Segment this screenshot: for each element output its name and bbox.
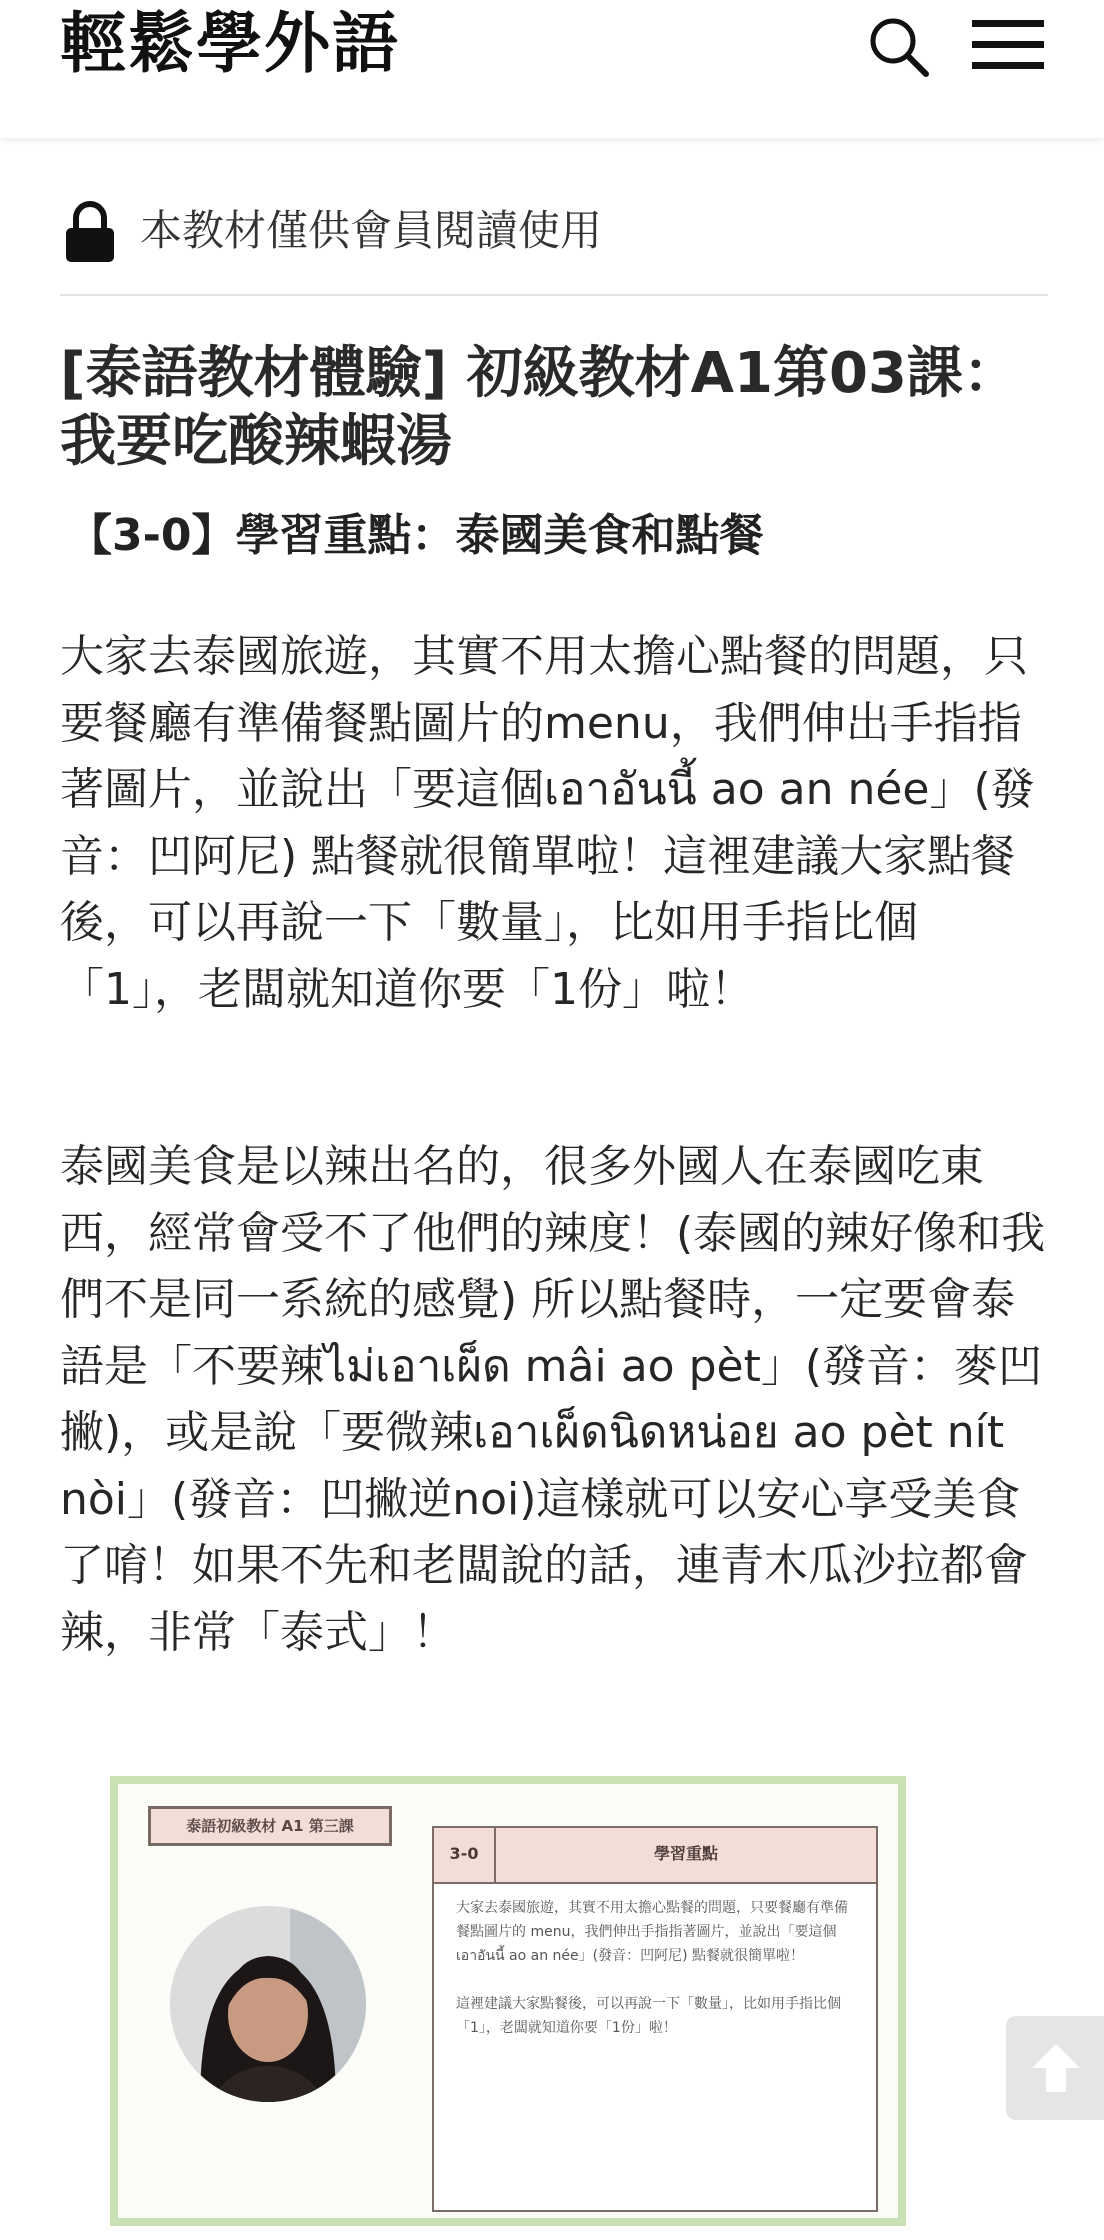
key-points-header — [434, 1828, 876, 1884]
lock-icon — [64, 200, 116, 264]
hamburger-menu-icon[interactable] — [970, 14, 1046, 76]
slide-course-label: 泰語初級教材 A1 第三課 — [148, 1806, 392, 1846]
members-only-notice — [60, 196, 1050, 266]
teacher-avatar — [170, 1906, 366, 2102]
article-title: [泰語教材體驗] 初級教材A1第03課：我要吃酸辣蝦湯 — [60, 341, 1019, 474]
members-only-text: 本教材僅供會員閱讀使用 — [140, 206, 603, 255]
arrow-up-icon — [1030, 2042, 1082, 2094]
scroll-to-top-button[interactable] — [1006, 2016, 1104, 2120]
lesson-slide-image — [110, 1776, 906, 2226]
article-paragraph-1: 大家去泰國旅遊，其實不用太擔心點餐的問題，只要餐廳有準備餐點圖片的menu，我們伸出手指指著圖片，並說出「要這個เอาอันนี้ ao an née」(發音：凹阿尼) 點餐就很簡單啦！這裡建議大家點餐後，可以再說一下「數量」，比如用手指比個「1」，老闆就知道你要「1份」啦！ — [60, 631, 1035, 1015]
article-paragraph-2: 泰國美食是以辣出名的，很多外國人在泰國吃東西，經常會受不了他們的辣度！(泰國的辣好像和我們不是同一系統的感覺) 所以點餐時，一定要會泰語是「不要辣ไม่เอาเผ็ด mâi ao pèt」(發音：麥凹撇)，或是說「要微辣เอาเผ็ดนิดหน่อย ao pèt nít nòi」(發音：凹撇逆noi)這樣就可以安心享受美食了唷！如果不先和老闆說的話，連青木瓜沙拉都會辣，非常「泰式」！ — [60, 1141, 1046, 1658]
section-title: 學習重點 — [653, 1844, 718, 1863]
teacher-avatar-icon — [170, 1906, 366, 2102]
site-title[interactable]: 輕鬆學外語 — [60, 5, 400, 82]
search-icon[interactable] — [866, 14, 932, 80]
section-heading: 【3-0】學習重點：泰國美食和點餐 — [68, 510, 764, 561]
section-number: 3-0 — [434, 1828, 496, 1882]
key-points-box — [432, 1826, 878, 2212]
divider — [60, 294, 1048, 296]
site-header — [0, 0, 1104, 138]
slide-content — [118, 1784, 898, 2218]
key-points-text: 大家去泰國旅遊，其實不用太擔心點餐的問題，只要餐廳有準備餐點圖片的 menu，我們伸出手指指著圖片，並說出「要這個 เอาอันนี้ ao an née」(發音：凹阿尼) 點餐就很簡單啦！ 這裡建議大家點餐後，可以再說一下「數量」，比如用手指比個「1」，老闆就知道你要「1份」啦！ — [456, 1900, 848, 2036]
